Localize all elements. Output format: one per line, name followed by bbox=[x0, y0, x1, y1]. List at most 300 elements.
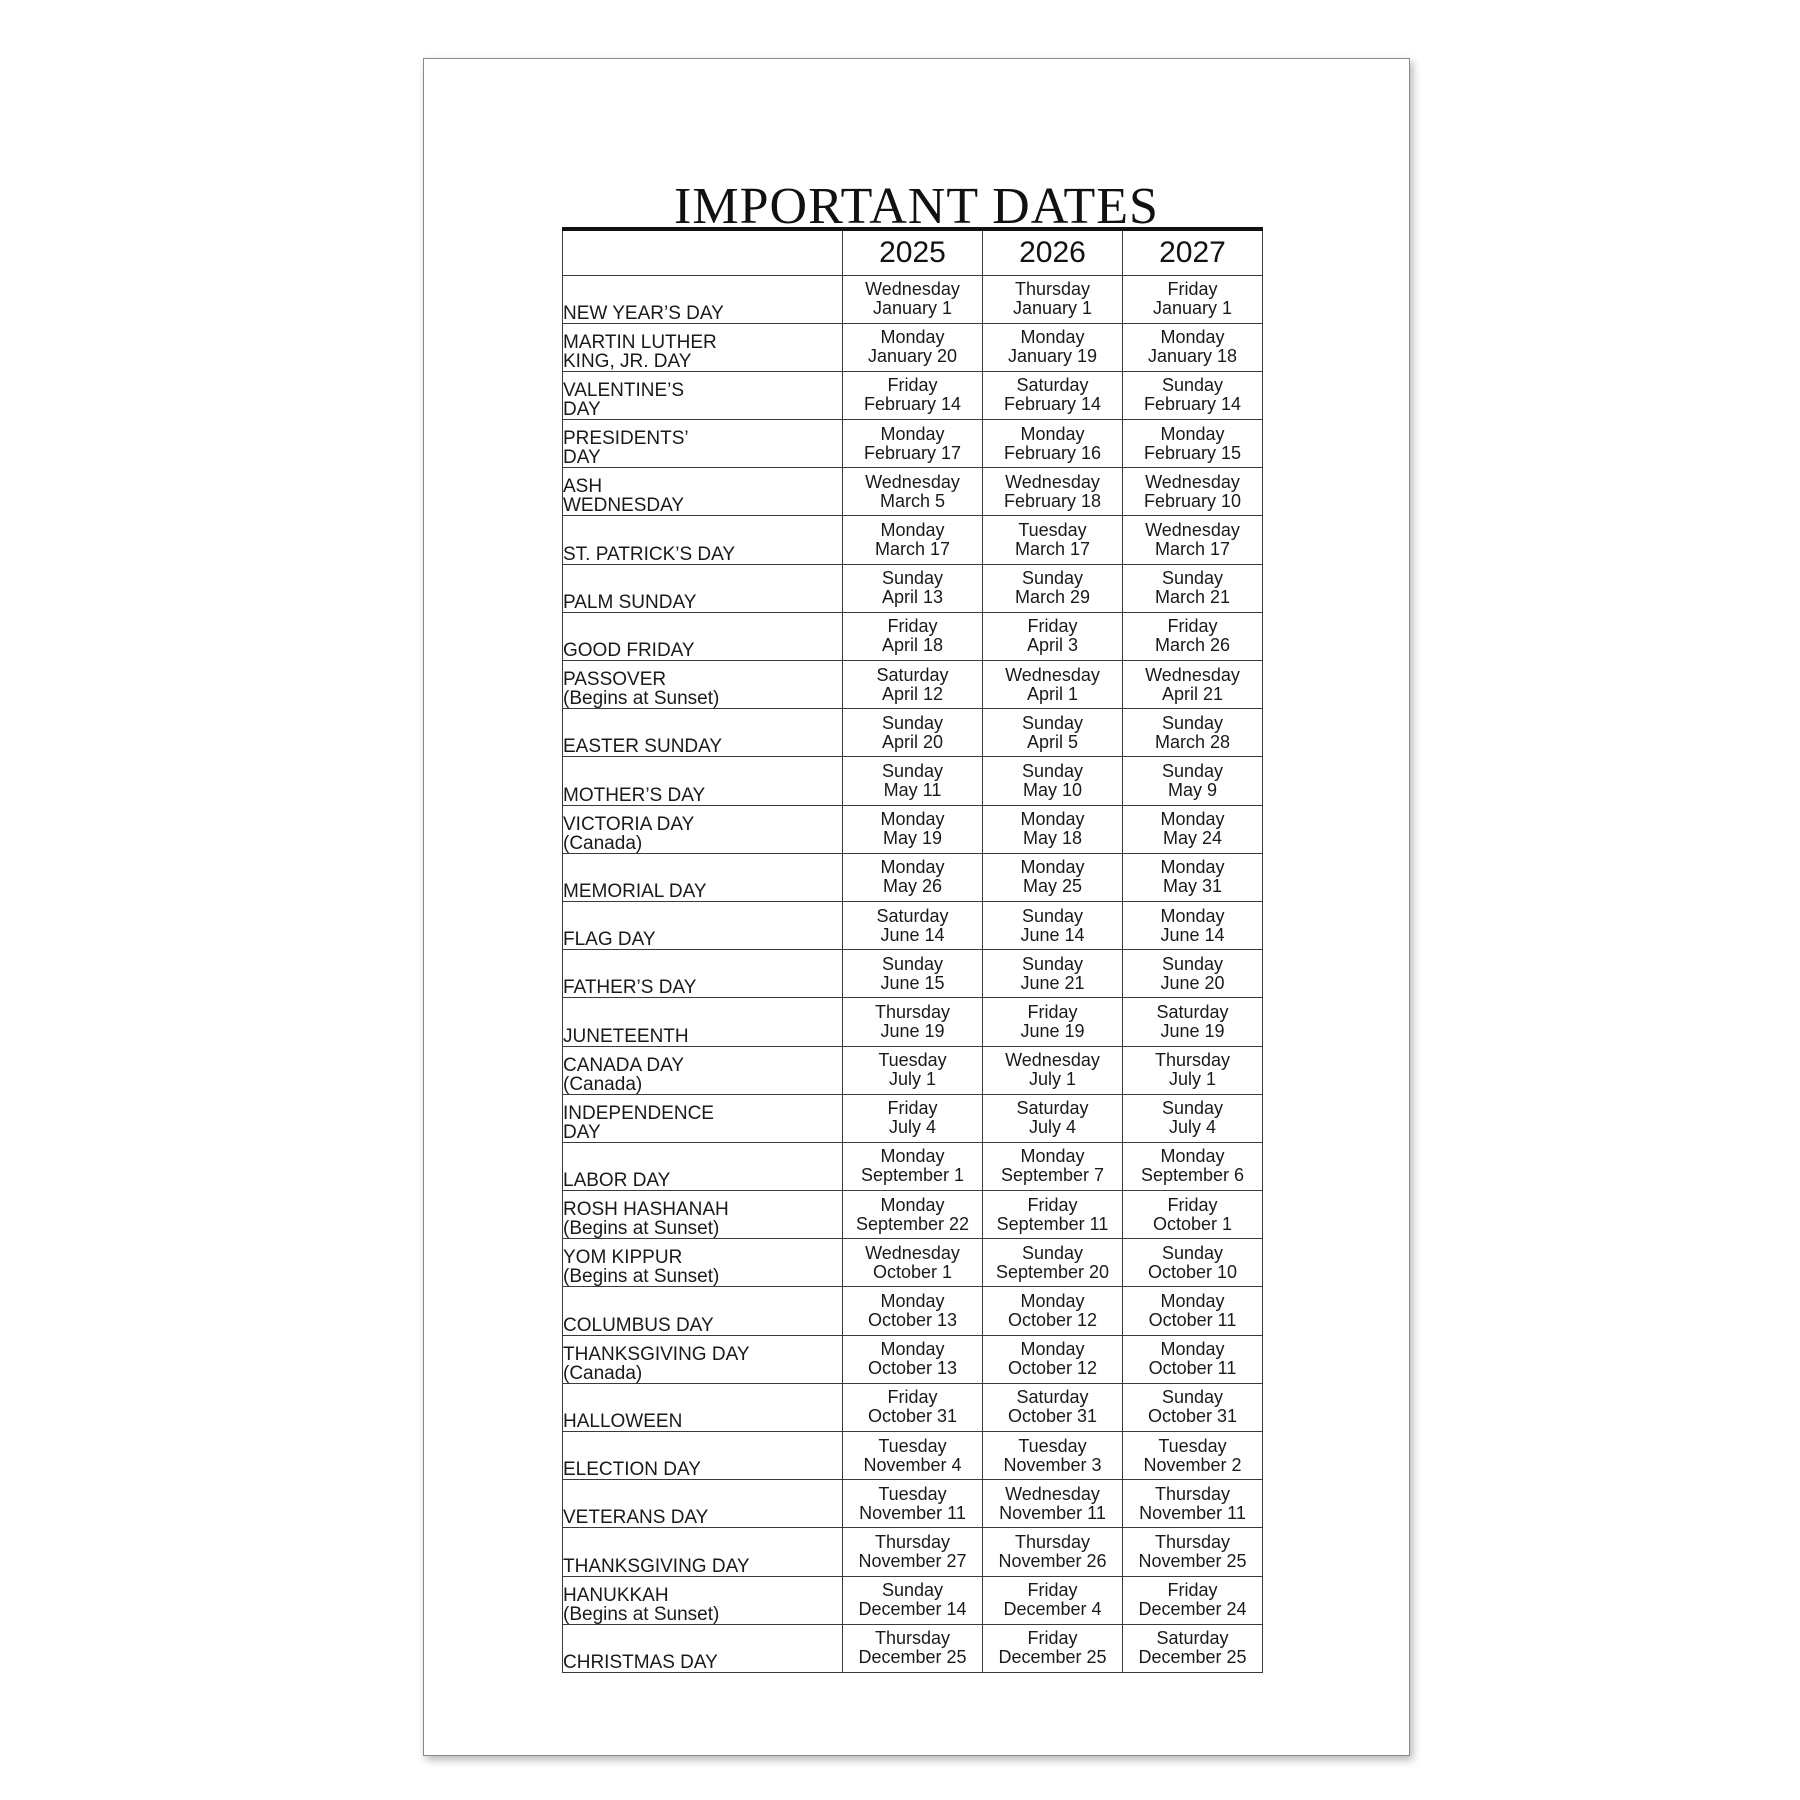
month-day: November 25 bbox=[1138, 1550, 1247, 1571]
weekday: Friday bbox=[1027, 1580, 1078, 1601]
month-day: July 1 bbox=[888, 1069, 937, 1090]
date-cell bbox=[983, 564, 1123, 612]
month-day: June 14 bbox=[1160, 924, 1225, 945]
weekday: Thursday bbox=[1014, 279, 1091, 300]
month-day: October 10 bbox=[1147, 1261, 1238, 1282]
weekday: Monday bbox=[880, 1146, 945, 1167]
date-cell bbox=[843, 1191, 983, 1239]
weekday: Wednesday bbox=[865, 1242, 960, 1263]
month-day: November 2 bbox=[1143, 1454, 1242, 1475]
weekday: Sunday bbox=[1161, 760, 1224, 781]
month-day: October 31 bbox=[1147, 1406, 1238, 1427]
date-cell bbox=[843, 420, 983, 468]
holiday-rows bbox=[563, 275, 1263, 1672]
holiday-name: FLAG DAY bbox=[563, 901, 843, 949]
month-day: November 27 bbox=[858, 1550, 967, 1571]
date-cell bbox=[843, 1480, 983, 1528]
date-cell bbox=[1123, 709, 1263, 757]
date-cell bbox=[1123, 757, 1263, 805]
date-cell bbox=[1123, 805, 1263, 853]
holiday-name: VICTORIA DAY (Canada) bbox=[563, 805, 843, 853]
date-cell bbox=[843, 468, 983, 516]
holiday-name: CANADA DAY (Canada) bbox=[563, 1046, 843, 1094]
holiday-column-header bbox=[563, 229, 843, 275]
table-row bbox=[563, 757, 1263, 805]
date-cell bbox=[1123, 1576, 1263, 1624]
date-cell bbox=[983, 1576, 1123, 1624]
date-cell bbox=[1123, 1480, 1263, 1528]
weekday: Sunday bbox=[881, 760, 944, 781]
month-day: January 1 bbox=[872, 298, 953, 319]
weekday: Wednesday bbox=[1145, 664, 1240, 685]
month-day: March 17 bbox=[1154, 539, 1231, 560]
month-day: January 1 bbox=[1012, 298, 1093, 319]
holiday-name: FATHER’S DAY bbox=[563, 950, 843, 998]
date-cell bbox=[983, 1287, 1123, 1335]
month-day: April 21 bbox=[1161, 683, 1224, 704]
weekday: Saturday bbox=[1016, 1098, 1089, 1119]
weekday: Friday bbox=[887, 1098, 938, 1119]
weekday: Sunday bbox=[1021, 905, 1084, 926]
holiday-name: THANKSGIVING DAY bbox=[563, 1528, 843, 1576]
weekday: Monday bbox=[1020, 1146, 1085, 1167]
date-cell bbox=[983, 709, 1123, 757]
date-cell bbox=[843, 1142, 983, 1190]
date-cell bbox=[843, 901, 983, 949]
date-cell bbox=[1123, 1094, 1263, 1142]
holiday-name: LABOR DAY bbox=[563, 1142, 843, 1190]
weekday: Monday bbox=[1020, 327, 1085, 348]
holiday-name: ROSH HASHANAH (Begins at Sunset) bbox=[563, 1191, 843, 1239]
month-day: September 22 bbox=[855, 1213, 970, 1234]
month-day: October 12 bbox=[1007, 1358, 1098, 1379]
month-day: October 1 bbox=[1152, 1213, 1233, 1234]
weekday: Monday bbox=[880, 1194, 945, 1215]
month-day: May 11 bbox=[883, 779, 942, 800]
weekday: Saturday bbox=[876, 664, 949, 685]
month-day: October 1 bbox=[872, 1261, 953, 1282]
month-day: April 12 bbox=[881, 683, 944, 704]
weekday: Sunday bbox=[1021, 1242, 1084, 1263]
weekday: Wednesday bbox=[1005, 1483, 1100, 1504]
date-cell bbox=[1123, 371, 1263, 419]
date-cell bbox=[843, 757, 983, 805]
date-cell bbox=[843, 371, 983, 419]
weekday: Wednesday bbox=[1005, 664, 1100, 685]
date-cell bbox=[843, 1094, 983, 1142]
month-day: September 7 bbox=[1000, 1165, 1105, 1186]
holiday-name: MARTIN LUTHER KING, JR. DAY bbox=[563, 323, 843, 371]
holiday-name: CHRISTMAS DAY bbox=[563, 1624, 843, 1672]
month-day: November 11 bbox=[999, 1502, 1106, 1523]
weekday: Monday bbox=[1020, 423, 1085, 444]
weekday: Tuesday bbox=[1018, 1435, 1087, 1456]
month-day: November 11 bbox=[1139, 1502, 1246, 1523]
month-day: February 16 bbox=[1003, 442, 1102, 463]
date-cell bbox=[983, 853, 1123, 901]
date-cell bbox=[843, 1432, 983, 1480]
weekday: Friday bbox=[1027, 1194, 1078, 1215]
year-header: 2025 bbox=[843, 229, 983, 275]
month-day: June 15 bbox=[880, 972, 945, 993]
month-day: June 19 bbox=[880, 1020, 945, 1041]
holiday-name: NEW YEAR’S DAY bbox=[563, 275, 843, 323]
weekday: Tuesday bbox=[1018, 520, 1087, 541]
table-row bbox=[563, 516, 1263, 564]
month-day: June 14 bbox=[1020, 924, 1085, 945]
date-cell bbox=[843, 1528, 983, 1576]
date-cell bbox=[1123, 275, 1263, 323]
weekday: Sunday bbox=[1161, 953, 1224, 974]
weekday: Sunday bbox=[1161, 568, 1224, 589]
holiday-name: PRESIDENTS’ DAY bbox=[563, 420, 843, 468]
date-cell bbox=[983, 1528, 1123, 1576]
weekday: Friday bbox=[1167, 616, 1218, 637]
weekday: Monday bbox=[1160, 423, 1225, 444]
month-day: February 17 bbox=[863, 442, 962, 463]
year-header: 2027 bbox=[1123, 229, 1263, 275]
weekday: Saturday bbox=[876, 905, 949, 926]
month-day: April 3 bbox=[1026, 635, 1079, 656]
weekday: Monday bbox=[1160, 327, 1225, 348]
weekday: Monday bbox=[1160, 1146, 1225, 1167]
date-cell bbox=[1123, 468, 1263, 516]
date-cell bbox=[843, 709, 983, 757]
date-cell bbox=[1123, 612, 1263, 660]
holiday-name: INDEPENDENCE DAY bbox=[563, 1094, 843, 1142]
date-cell bbox=[1123, 1383, 1263, 1431]
date-cell bbox=[843, 805, 983, 853]
weekday: Sunday bbox=[1161, 1098, 1224, 1119]
table-row bbox=[563, 468, 1263, 516]
weekday: Friday bbox=[1167, 1194, 1218, 1215]
holiday-name: EASTER SUNDAY bbox=[563, 709, 843, 757]
weekday: Monday bbox=[1020, 1339, 1085, 1360]
date-cell bbox=[1123, 564, 1263, 612]
month-day: February 15 bbox=[1143, 442, 1242, 463]
date-cell bbox=[983, 1432, 1123, 1480]
date-cell bbox=[1123, 1239, 1263, 1287]
holiday-name: ASH WEDNESDAY bbox=[563, 468, 843, 516]
month-day: March 17 bbox=[1014, 539, 1091, 560]
month-day: May 19 bbox=[882, 828, 943, 849]
table-row bbox=[563, 1480, 1263, 1528]
date-cell bbox=[1123, 1528, 1263, 1576]
important-dates-table bbox=[562, 227, 1263, 1673]
month-day: March 28 bbox=[1154, 731, 1231, 752]
table-row bbox=[563, 420, 1263, 468]
weekday: Monday bbox=[880, 327, 945, 348]
date-cell bbox=[983, 805, 1123, 853]
date-cell bbox=[1123, 1432, 1263, 1480]
holiday-name: VALENTINE’S DAY bbox=[563, 371, 843, 419]
weekday: Wednesday bbox=[1005, 471, 1100, 492]
weekday: Saturday bbox=[1156, 1628, 1229, 1649]
date-cell bbox=[1123, 1191, 1263, 1239]
holiday-name: HALLOWEEN bbox=[563, 1383, 843, 1431]
date-cell bbox=[983, 1046, 1123, 1094]
holiday-name: GOOD FRIDAY bbox=[563, 612, 843, 660]
weekday: Sunday bbox=[1021, 568, 1084, 589]
weekday: Tuesday bbox=[1158, 1435, 1227, 1456]
month-day: February 18 bbox=[1003, 490, 1102, 511]
date-cell bbox=[983, 420, 1123, 468]
date-cell bbox=[983, 516, 1123, 564]
date-cell bbox=[983, 998, 1123, 1046]
table-row bbox=[563, 1624, 1263, 1672]
date-cell bbox=[843, 275, 983, 323]
month-day: July 4 bbox=[1168, 1117, 1217, 1138]
month-day: February 14 bbox=[863, 394, 962, 415]
table-row bbox=[563, 275, 1263, 323]
month-day: April 1 bbox=[1026, 683, 1079, 704]
table-row bbox=[563, 1094, 1263, 1142]
table-row bbox=[563, 709, 1263, 757]
month-day: May 18 bbox=[1022, 828, 1083, 849]
date-cell bbox=[1123, 1335, 1263, 1383]
weekday: Monday bbox=[1020, 857, 1085, 878]
month-day: May 9 bbox=[1167, 779, 1218, 800]
weekday: Sunday bbox=[1161, 375, 1224, 396]
weekday: Monday bbox=[1160, 905, 1225, 926]
month-day: December 4 bbox=[1003, 1599, 1102, 1620]
month-day: July 4 bbox=[888, 1117, 937, 1138]
month-day: October 11 bbox=[1148, 1310, 1237, 1331]
weekday: Friday bbox=[887, 616, 938, 637]
month-day: June 19 bbox=[1020, 1020, 1085, 1041]
weekday: Monday bbox=[880, 809, 945, 830]
month-day: March 26 bbox=[1154, 635, 1231, 656]
date-cell bbox=[843, 1335, 983, 1383]
date-cell bbox=[843, 516, 983, 564]
holiday-name: ELECTION DAY bbox=[563, 1432, 843, 1480]
weekday: Saturday bbox=[1156, 1001, 1229, 1022]
date-cell bbox=[1123, 1046, 1263, 1094]
month-day: November 26 bbox=[998, 1550, 1107, 1571]
weekday: Sunday bbox=[1021, 953, 1084, 974]
date-cell bbox=[843, 1383, 983, 1431]
weekday: Sunday bbox=[1161, 1387, 1224, 1408]
weekday: Wednesday bbox=[865, 471, 960, 492]
weekday: Tuesday bbox=[878, 1050, 947, 1071]
weekday: Saturday bbox=[1016, 1387, 1089, 1408]
weekday: Friday bbox=[1027, 1628, 1078, 1649]
holiday-name: MEMORIAL DAY bbox=[563, 853, 843, 901]
weekday: Thursday bbox=[874, 1628, 951, 1649]
month-day: March 29 bbox=[1014, 587, 1091, 608]
month-day: September 11 bbox=[996, 1213, 1109, 1234]
date-cell bbox=[983, 901, 1123, 949]
month-day: February 10 bbox=[1143, 490, 1242, 511]
month-day: June 21 bbox=[1020, 972, 1085, 993]
month-day: April 20 bbox=[881, 731, 944, 752]
date-cell bbox=[983, 612, 1123, 660]
weekday: Monday bbox=[1160, 1339, 1225, 1360]
weekday: Sunday bbox=[881, 953, 944, 974]
month-day: March 17 bbox=[874, 539, 951, 560]
date-cell bbox=[843, 564, 983, 612]
calendar-page bbox=[423, 58, 1410, 1756]
month-day: October 11 bbox=[1148, 1358, 1237, 1379]
month-day: November 3 bbox=[1003, 1454, 1102, 1475]
date-cell bbox=[843, 612, 983, 660]
date-cell bbox=[1123, 1624, 1263, 1672]
date-cell bbox=[843, 998, 983, 1046]
weekday: Monday bbox=[1020, 809, 1085, 830]
date-cell bbox=[1123, 998, 1263, 1046]
date-cell bbox=[1123, 853, 1263, 901]
holiday-name: THANKSGIVING DAY (Canada) bbox=[563, 1335, 843, 1383]
date-cell bbox=[1123, 323, 1263, 371]
weekday: Sunday bbox=[881, 1580, 944, 1601]
date-cell bbox=[983, 468, 1123, 516]
holiday-name: VETERANS DAY bbox=[563, 1480, 843, 1528]
table-row bbox=[563, 950, 1263, 998]
weekday: Tuesday bbox=[878, 1435, 947, 1456]
table-row bbox=[563, 661, 1263, 709]
month-day: September 6 bbox=[1140, 1165, 1245, 1186]
month-day: May 24 bbox=[1162, 828, 1223, 849]
month-day: September 20 bbox=[995, 1261, 1110, 1282]
weekday: Thursday bbox=[1154, 1050, 1231, 1071]
month-day: April 13 bbox=[881, 587, 944, 608]
year-header-row bbox=[563, 229, 1263, 275]
weekday: Sunday bbox=[1021, 712, 1084, 733]
table-row bbox=[563, 1432, 1263, 1480]
date-cell bbox=[983, 1094, 1123, 1142]
month-day: May 25 bbox=[1022, 876, 1083, 897]
holiday-name: MOTHER’S DAY bbox=[563, 757, 843, 805]
holiday-name: JUNETEENTH bbox=[563, 998, 843, 1046]
date-cell bbox=[1123, 1142, 1263, 1190]
month-day: December 24 bbox=[1138, 1599, 1247, 1620]
weekday: Monday bbox=[880, 857, 945, 878]
month-day: October 13 bbox=[867, 1358, 958, 1379]
table-row bbox=[563, 1528, 1263, 1576]
month-day: March 5 bbox=[879, 490, 946, 511]
weekday: Tuesday bbox=[878, 1483, 947, 1504]
month-day: January 20 bbox=[867, 346, 958, 367]
date-cell bbox=[843, 1624, 983, 1672]
weekday: Thursday bbox=[1154, 1531, 1231, 1552]
holiday-name: COLUMBUS DAY bbox=[563, 1287, 843, 1335]
month-day: April 18 bbox=[881, 635, 944, 656]
holiday-name: PALM SUNDAY bbox=[563, 564, 843, 612]
table-row bbox=[563, 1287, 1263, 1335]
date-cell bbox=[983, 1624, 1123, 1672]
page-title: IMPORTANT DATES bbox=[674, 178, 1159, 235]
weekday: Friday bbox=[1027, 1001, 1078, 1022]
date-cell bbox=[1123, 516, 1263, 564]
month-day: June 14 bbox=[880, 924, 945, 945]
date-cell bbox=[843, 1287, 983, 1335]
date-cell bbox=[983, 1335, 1123, 1383]
date-cell bbox=[983, 275, 1123, 323]
month-day: December 25 bbox=[998, 1647, 1107, 1668]
table-row bbox=[563, 1046, 1263, 1094]
date-cell bbox=[983, 1191, 1123, 1239]
weekday: Sunday bbox=[1161, 1242, 1224, 1263]
date-cell bbox=[843, 1046, 983, 1094]
month-day: November 4 bbox=[863, 1454, 962, 1475]
month-day: October 13 bbox=[867, 1310, 958, 1331]
date-cell bbox=[1123, 420, 1263, 468]
month-day: December 25 bbox=[858, 1647, 967, 1668]
table-row bbox=[563, 564, 1263, 612]
weekday: Wednesday bbox=[865, 279, 960, 300]
weekday: Monday bbox=[880, 423, 945, 444]
weekday: Friday bbox=[887, 1387, 938, 1408]
holiday-name: ST. PATRICK’S DAY bbox=[563, 516, 843, 564]
weekday: Monday bbox=[1020, 1291, 1085, 1312]
month-day: January 1 bbox=[1152, 298, 1233, 319]
holiday-name: YOM KIPPUR (Begins at Sunset) bbox=[563, 1239, 843, 1287]
date-cell bbox=[1123, 901, 1263, 949]
month-day: October 12 bbox=[1007, 1310, 1098, 1331]
date-cell bbox=[983, 661, 1123, 709]
date-cell bbox=[983, 1142, 1123, 1190]
date-cell bbox=[843, 661, 983, 709]
month-day: June 20 bbox=[1160, 972, 1225, 993]
table-row bbox=[563, 853, 1263, 901]
table-row bbox=[563, 1142, 1263, 1190]
month-day: December 25 bbox=[1138, 1647, 1247, 1668]
holiday-name: HANUKKAH (Begins at Sunset) bbox=[563, 1576, 843, 1624]
month-day: May 26 bbox=[882, 876, 943, 897]
holiday-name: PASSOVER (Begins at Sunset) bbox=[563, 661, 843, 709]
weekday: Thursday bbox=[874, 1531, 951, 1552]
date-cell bbox=[1123, 950, 1263, 998]
date-cell bbox=[843, 1239, 983, 1287]
date-cell bbox=[843, 950, 983, 998]
date-cell bbox=[983, 1383, 1123, 1431]
date-cell bbox=[983, 757, 1123, 805]
weekday: Thursday bbox=[1154, 1483, 1231, 1504]
weekday: Monday bbox=[1160, 809, 1225, 830]
date-cell bbox=[1123, 1287, 1263, 1335]
weekday: Thursday bbox=[1014, 1531, 1091, 1552]
table-row bbox=[563, 371, 1263, 419]
weekday: Thursday bbox=[874, 1001, 951, 1022]
month-day: February 14 bbox=[1143, 394, 1242, 415]
weekday: Monday bbox=[1160, 1291, 1225, 1312]
month-day: July 1 bbox=[1168, 1069, 1217, 1090]
weekday: Friday bbox=[1167, 279, 1218, 300]
table-row bbox=[563, 1239, 1263, 1287]
table-row bbox=[563, 1335, 1263, 1383]
month-day: January 18 bbox=[1147, 346, 1238, 367]
month-day: July 1 bbox=[1028, 1069, 1077, 1090]
month-day: November 11 bbox=[859, 1502, 966, 1523]
weekday: Sunday bbox=[881, 568, 944, 589]
weekday: Friday bbox=[1167, 1580, 1218, 1601]
table-row bbox=[563, 1383, 1263, 1431]
month-day: March 21 bbox=[1154, 587, 1231, 608]
weekday: Friday bbox=[1027, 616, 1078, 637]
weekday: Monday bbox=[880, 1339, 945, 1360]
weekday: Saturday bbox=[1016, 375, 1089, 396]
month-day: May 10 bbox=[1022, 779, 1083, 800]
month-day: December 14 bbox=[858, 1599, 967, 1620]
date-cell bbox=[983, 950, 1123, 998]
date-cell bbox=[983, 323, 1123, 371]
year-header: 2026 bbox=[983, 229, 1123, 275]
weekday: Monday bbox=[1160, 857, 1225, 878]
weekday: Wednesday bbox=[1145, 471, 1240, 492]
month-day: October 31 bbox=[867, 1406, 958, 1427]
date-cell bbox=[843, 853, 983, 901]
month-day: May 31 bbox=[1162, 876, 1223, 897]
